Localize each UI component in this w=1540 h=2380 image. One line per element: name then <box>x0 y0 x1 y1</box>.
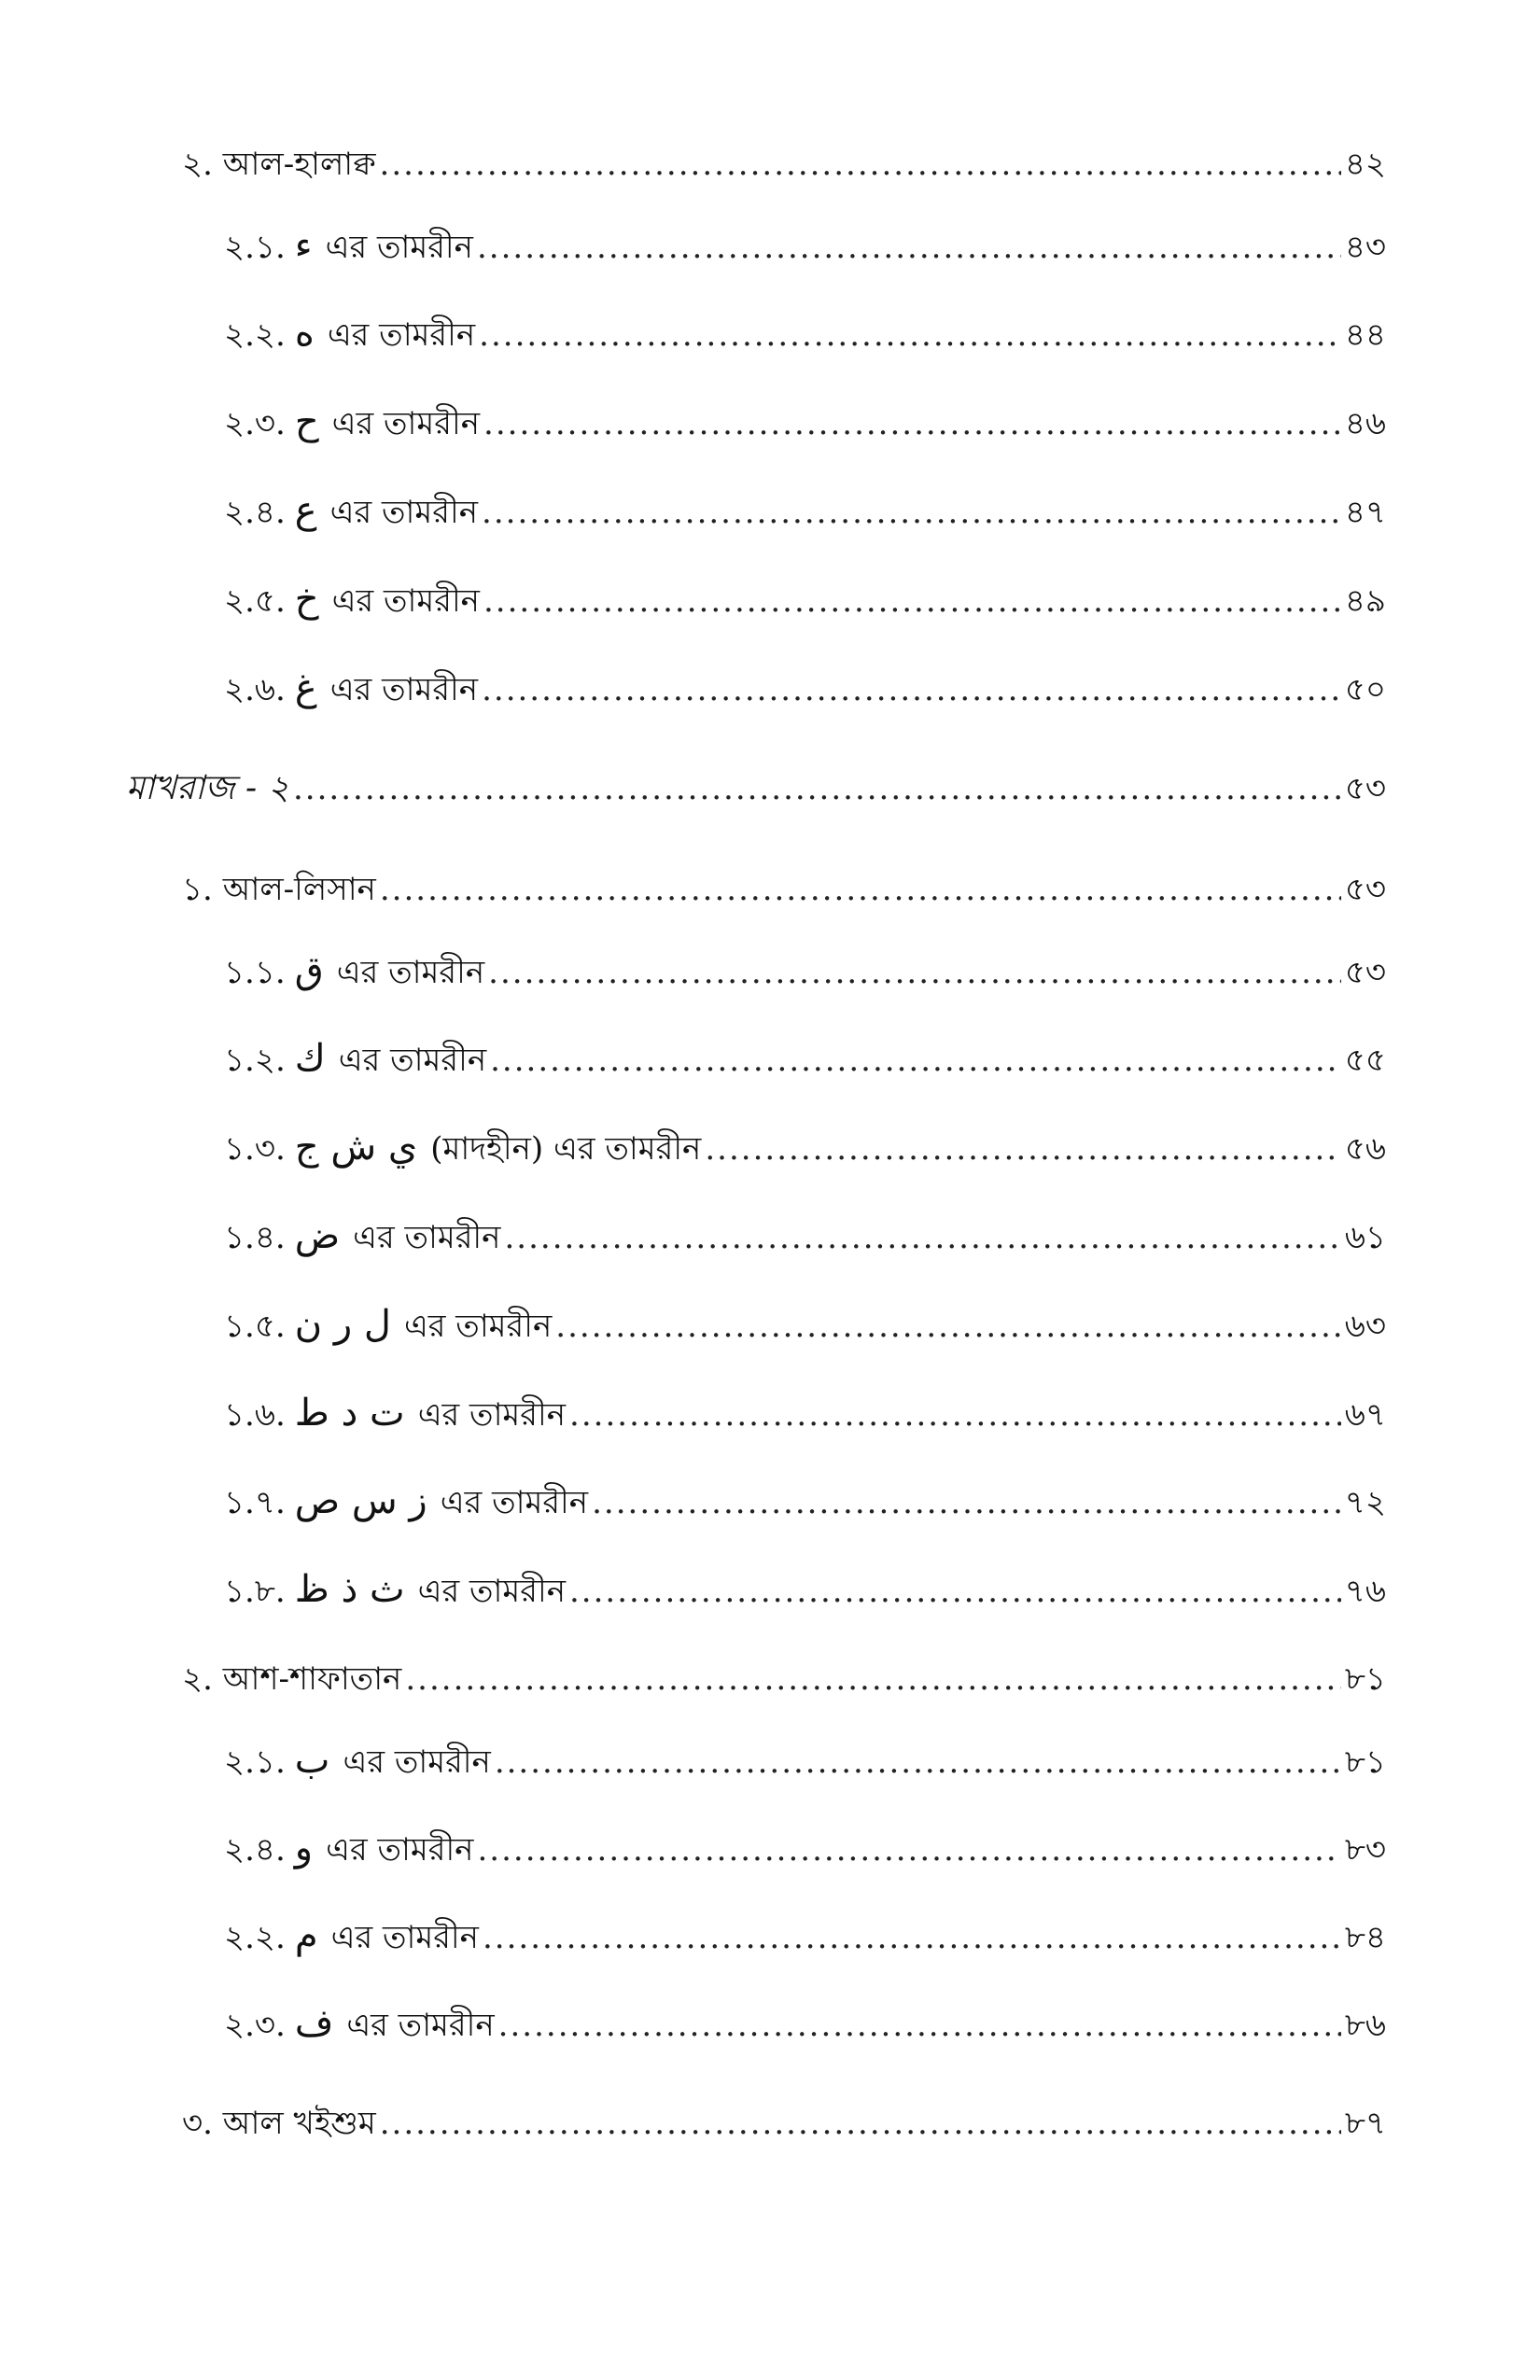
toc-entry-subsection <box>224 1732 1386 1788</box>
dot-leader <box>293 761 1341 817</box>
toc-entry-subsection <box>224 394 1386 450</box>
entry-label: এর তামরীন <box>329 494 479 531</box>
entry-number: ২. <box>182 146 213 183</box>
entry-page-number: ৫৩ <box>1344 954 1386 991</box>
toc-entry-subsection <box>224 1820 1386 1876</box>
entry-page-number: ৪৬ <box>1344 405 1386 442</box>
entry-page-number: ৪৭ <box>1344 494 1386 531</box>
dot-leader <box>482 662 1341 718</box>
entry-page-number: ৬৩ <box>1344 1308 1386 1345</box>
entry-page-number: ৪২ <box>1344 146 1386 183</box>
entry-number: ২.২. <box>224 316 286 354</box>
dot-leader <box>569 1563 1341 1619</box>
toc-entry-subsection <box>224 483 1386 539</box>
arabic-letter: ه <box>294 312 315 355</box>
entry-page-number: ৮৭ <box>1344 2105 1386 2142</box>
arabic-letter: ل ر ن <box>294 1303 391 1346</box>
toc-entry-subsection <box>224 943 1386 999</box>
entry-number: ২.৩. <box>224 2007 286 2044</box>
entry-label: আশ-শাফাতান <box>222 1660 402 1698</box>
entry-page-number: ৫০ <box>1344 671 1386 708</box>
dot-leader <box>705 1121 1340 1177</box>
entry-page-number: ৪৯ <box>1344 582 1386 620</box>
dot-leader <box>380 861 1341 917</box>
entry-number: ৩. <box>182 2105 213 2142</box>
dot-leader <box>483 396 1341 452</box>
dot-leader <box>488 945 1341 1001</box>
dot-leader <box>490 1032 1341 1088</box>
entry-page-number: ৬১ <box>1344 1219 1386 1256</box>
entry-label: এর তামরীন <box>353 1219 501 1256</box>
toc-entry-chapter <box>126 761 1386 817</box>
entry-number: ১. <box>182 871 213 908</box>
toc-entry-subsection <box>224 217 1386 273</box>
entry-page-number: ৭৬ <box>1344 1573 1386 1610</box>
dot-leader <box>380 2095 1341 2151</box>
dot-leader <box>482 484 1341 540</box>
entry-label: এর তামরীন <box>417 1573 566 1610</box>
entry-page-number: ৬৭ <box>1344 1396 1386 1434</box>
entry-page-number: ৮৩ <box>1344 1831 1386 1869</box>
entry-page-number: ৮১ <box>1344 1660 1386 1698</box>
arabic-letter: ء <box>294 224 313 267</box>
entry-label: এর তামরীন <box>403 1308 553 1345</box>
entry-page-number: ৪৪ <box>1344 316 1386 354</box>
entry-number: ১.৮. <box>224 1573 286 1610</box>
entry-page-number: ৫৬ <box>1344 1130 1386 1168</box>
toc-entry-subsection <box>224 1296 1386 1352</box>
toc-entry-subsection <box>224 1385 1386 1441</box>
entry-label: এর তামরীন <box>343 1743 491 1781</box>
arabic-letter: ي ش ج <box>294 1126 418 1169</box>
entry-number: ১.১. <box>224 954 286 991</box>
entry-number: ১.৭. <box>224 1484 286 1521</box>
entry-label: এর তামরীন <box>346 2007 495 2044</box>
arabic-letter: ب <box>294 1739 330 1782</box>
entry-number: ২.৬. <box>224 671 286 708</box>
toc-entry-subsection <box>224 660 1386 716</box>
dot-leader <box>405 1651 1341 1707</box>
entry-number: ১.৫. <box>224 1308 286 1345</box>
arabic-letter: ك <box>294 1037 326 1080</box>
arabic-letter: ت د ط <box>294 1392 405 1435</box>
entry-page-number: ৫৩ <box>1344 871 1386 908</box>
toc-entry-subsection <box>224 1208 1386 1264</box>
entry-label: এর তামরীন <box>326 1831 474 1869</box>
toc-entry-section <box>182 861 1386 917</box>
entry-number: ২.৩. <box>224 405 286 442</box>
entry-number: ১.৪. <box>224 1219 286 1256</box>
arabic-letter: م <box>294 1914 318 1957</box>
entry-number: ১.৬. <box>224 1396 286 1434</box>
toc-entry-section <box>182 2095 1386 2151</box>
entry-page-number: ৮১ <box>1344 1743 1386 1781</box>
entry-label: আল-লিসান <box>222 871 376 908</box>
entry-page-number: ৫৩ <box>1344 770 1386 807</box>
toc-entry-subsection <box>224 1561 1386 1617</box>
entry-number: ২.২. <box>224 1919 286 1956</box>
dot-leader <box>504 1210 1340 1266</box>
toc-entry-subsection <box>224 1030 1386 1086</box>
entry-label: এর তামরীন <box>417 1396 567 1434</box>
entry-number: ২.৪. <box>224 1831 286 1869</box>
dot-leader <box>380 136 1341 192</box>
entry-label: এর তামরীন <box>440 1484 589 1521</box>
entry-page-number: ৭২ <box>1344 1484 1386 1521</box>
dot-leader <box>569 1387 1341 1443</box>
entry-label: এর তামরীন <box>325 229 473 266</box>
entry-label: এর তামরীন <box>327 316 476 354</box>
arabic-letter: ح <box>294 400 319 443</box>
entry-number: ২.৫. <box>224 582 286 620</box>
entry-number: ১.২. <box>224 1042 286 1079</box>
dot-leader <box>477 219 1341 275</box>
toc-entry-subsection <box>224 1908 1386 1964</box>
entry-label: (মাদহীন) এর তামরীন <box>430 1130 702 1168</box>
dot-leader <box>555 1298 1340 1354</box>
arabic-letter: ث ذ ظ <box>294 1568 405 1611</box>
entry-label: এর তামরীন <box>336 954 485 991</box>
toc-entry-subsection <box>224 571 1386 627</box>
arabic-letter: و <box>294 1827 314 1869</box>
entry-page-number: ৮৪ <box>1344 1919 1386 1956</box>
entry-label: এর তামরীন <box>330 1919 479 1956</box>
dot-leader <box>483 1910 1341 1966</box>
dot-leader <box>477 1822 1340 1878</box>
entry-page-number: ৮৬ <box>1344 2007 1386 2044</box>
arabic-letter: ض <box>294 1214 341 1257</box>
dot-leader <box>495 1734 1341 1790</box>
arabic-letter: ق <box>294 949 324 992</box>
entry-page-number: ৫৫ <box>1344 1042 1386 1079</box>
entry-number: ১.৩. <box>224 1130 286 1168</box>
toc-entry-section <box>182 136 1386 192</box>
dot-leader <box>592 1475 1341 1531</box>
entry-label: এর তামরীন <box>338 1042 487 1079</box>
entry-label: এর তামরীন <box>331 405 481 442</box>
entry-label: আল খইশুম <box>222 2105 376 2142</box>
arabic-letter: ع <box>294 489 317 532</box>
entry-label: আল-হালাক্ব <box>222 146 376 183</box>
entry-number: ২.১. <box>224 229 286 266</box>
toc-entry-subsection <box>224 1995 1386 2051</box>
arabic-letter: غ <box>294 666 317 709</box>
toc-entry-subsection <box>224 1473 1386 1529</box>
arabic-letter: خ <box>294 578 319 621</box>
entry-label: এর তামরীন <box>329 671 479 708</box>
dot-leader <box>483 573 1341 629</box>
toc-entry-subsection <box>224 305 1386 361</box>
entry-number: ২.১. <box>224 1743 286 1781</box>
entry-page-number: ৪৩ <box>1344 229 1386 266</box>
entry-label: এর তামরীন <box>331 582 480 620</box>
dot-leader <box>479 307 1341 363</box>
arabic-letter: ف <box>294 2002 334 2045</box>
toc-entry-section <box>182 1651 1386 1707</box>
arabic-letter: ز س ص <box>294 1479 427 1522</box>
entry-number: ২.৪. <box>224 494 286 531</box>
chapter-title: মাখরাজ - ২ <box>126 769 289 807</box>
entry-number: ২. <box>182 1660 213 1698</box>
dot-leader <box>498 1997 1341 2053</box>
toc-entry-subsection <box>224 1119 1386 1175</box>
